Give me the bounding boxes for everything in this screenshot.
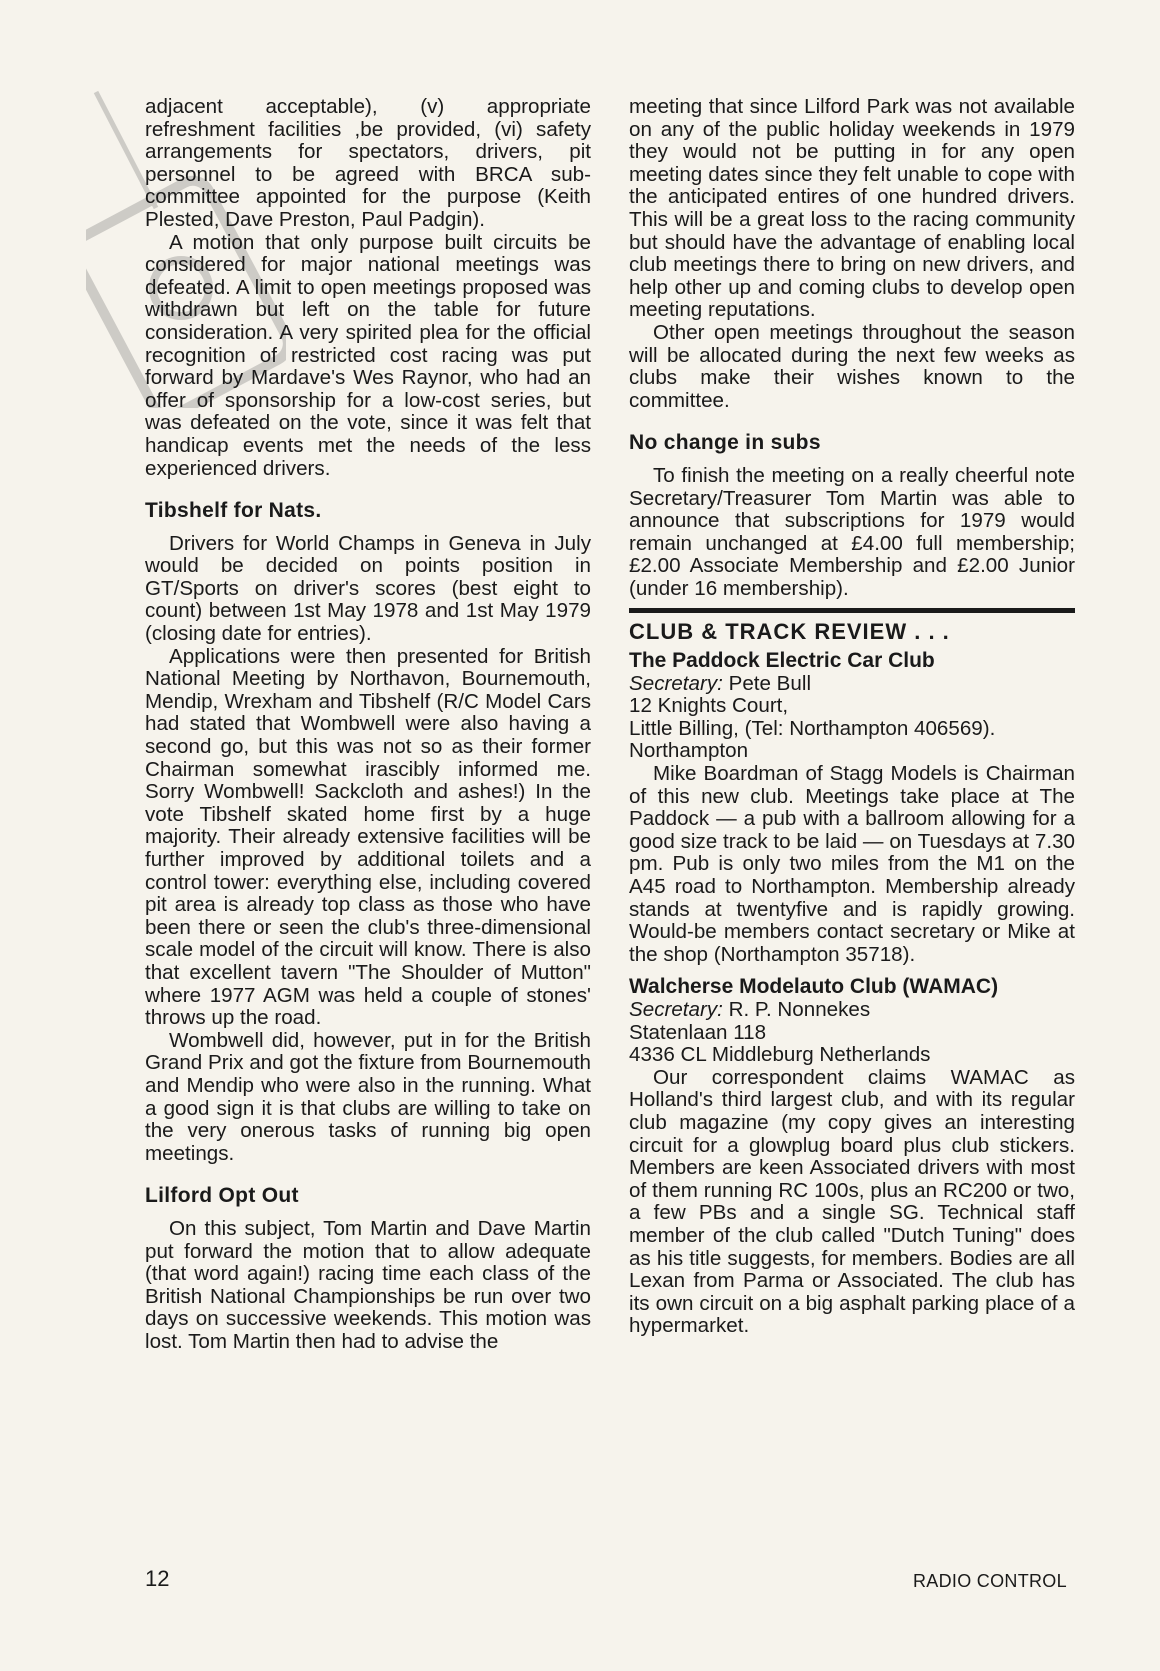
club-secretary: Secretary: R. P. Nonnekes [629,997,871,1021]
club-entry [629,976,1075,1338]
paragraph: Other open meetings throughout the season will be allocated during the next few weeks as clubs make their wishes known to the committee. [629,320,1075,412]
club-address: Little Billing, (Tel: Northampton 406569). [629,716,996,740]
paragraph: To finish the meeting on a really cheerful note Secretary/Treasurer Tom Martin was able to announce that subscriptions for 1979 would remain unchanged at £4.00 full membership; £2.00 Associate Membership and £2.00 Junior (under 16 membership). [629,463,1075,600]
section-divider [629,608,1075,613]
page-number: 12 [145,1566,170,1591]
club-description: Mike Boardman of Stagg Models is Chairman of this new club. Meetings take place at The Paddock — a pub with a ballroom allowing for a good size track to be laid — on Tuesdays at 7.30 pm. Pub is only two miles from the M1 on the A45 road to Northampton. Membership already stands at twentyfive and is rapidly growing. Would-be members contact secretary or Mike at the shop (Northampton 35718). [629,762,1075,966]
paragraph: adjacent acceptable), (v) appropriate refreshment facilities ,be provided, (vi) safety arrangements for spectators, drivers, pit personnel to be agreed with BRCA sub-committee appointed for the purpose (Keith Plested, Dave Preston, Paul Padgin). [145,95,591,231]
section-heading: Lilford Opt Out [145,1184,299,1208]
section-heading: No change in subs [629,431,821,455]
section-heading: Tibshelf for Nats. [145,499,322,523]
paragraph: Drivers for World Champs in Geneva in July would be decided on points position in GT/Sports on driver's scores (best eight to count) between 1st May 1978 and 1st May 1979 (closing date for entries). [145,531,591,646]
paragraph: A motion that only purpose built circuits be considered for major national meetings was defeated. A limit to open meetings proposed was withdrawn but left on the table for future consideration. A very spirited plea for the official recognition of restricted cost racing was put forward by Mardave's Wes Raynor, who had an offer of sponsorship for a low-cost series, but was defeated on the vote, since it was felt that handicap events met the needs of the less experienced drivers. [145,230,591,480]
review-title: CLUB & TRACK REVIEW . . . [629,619,950,645]
club-name: Walcherse Modelauto Club (WAMAC) [629,975,999,999]
paragraph: meeting that since Lilford Park was not available on any of the public holiday weekends in 1979 they would not be putting in for any open meeting dates since they felt unable to cope with the anticipated entires of one hundred drivers. This will be a great loss to the racing community but should have the advantage of enabling local club meetings there to bring on new drivers, and help other up and coming clubs to develop open meeting reputations. [629,95,1075,322]
club-address: Statenlaan 118 [629,1020,767,1044]
paragraph: Applications were then presented for British National Meeting by Northavon, Bournemouth, Mendip, Wrexham and Tibshelf (R/C Model Cars had stated that Wombwell were also having a second go, but this was not so as their former Chairman somewhat irascibly informed me. Sorry Wombwell! Sackcloth and ashes!) In the vote Tibshelf skated home first by a huge majority. Their already extensive facilities will be further improved by additional toilets and a control tower: everything else, including covered pit area is already top class as those who have been there or seen the club's three-dimensional scale model of the circuit will know. There is also that excellent tavern "The Shoulder of Mutton" where 1977 AGM was held a couple of stones' throws up the road. [145,644,591,1030]
club-name: The Paddock Electric Car Club [629,649,935,673]
paragraph: On this subject, Tom Martin and Dave Martin put forward the motion that to allow adequate (that word again!) racing time each class of the British National Championships be run over two days on successive weekends. This motion was lost. Tom Martin then had to advise the [145,1216,591,1353]
club-address: Northampton [629,739,749,763]
club-entry [629,650,1075,966]
club-secretary: Secretary: Pete Bull [629,671,812,695]
club-address: 12 Knights Court, [629,694,789,718]
paragraph: Wombwell did, however, put in for the British Grand Prix and got the fixture from Bournemouth and Mendip who were also in the running. What a good sign it is that clubs are willing to take on the very onerous tasks of running big open meetings. [145,1028,591,1165]
club-description: Our correspondent claims WAMAC as Holland's third largest club, and with its regular club magazine (my copy gives an interesting circuit for a glowplug board plus club stickers. Members are keen Associated drivers with most of them running RC 100s, plus an RC200 or two, a few PBs and a single SG. Technical staff member of the club called "Dutch Tuning" does as his title suggests, for members. Bodies are all Lexan from Parma or Associated. The club has its own circuit on a big asphalt parking place of a hypermarket. [629,1065,1075,1338]
right-column [629,96,1075,1338]
magazine-name: RADIO CONTROL [913,1571,1067,1591]
club-address: 4336 CL Middleburg Netherlands [629,1043,931,1067]
left-column [145,96,591,1353]
